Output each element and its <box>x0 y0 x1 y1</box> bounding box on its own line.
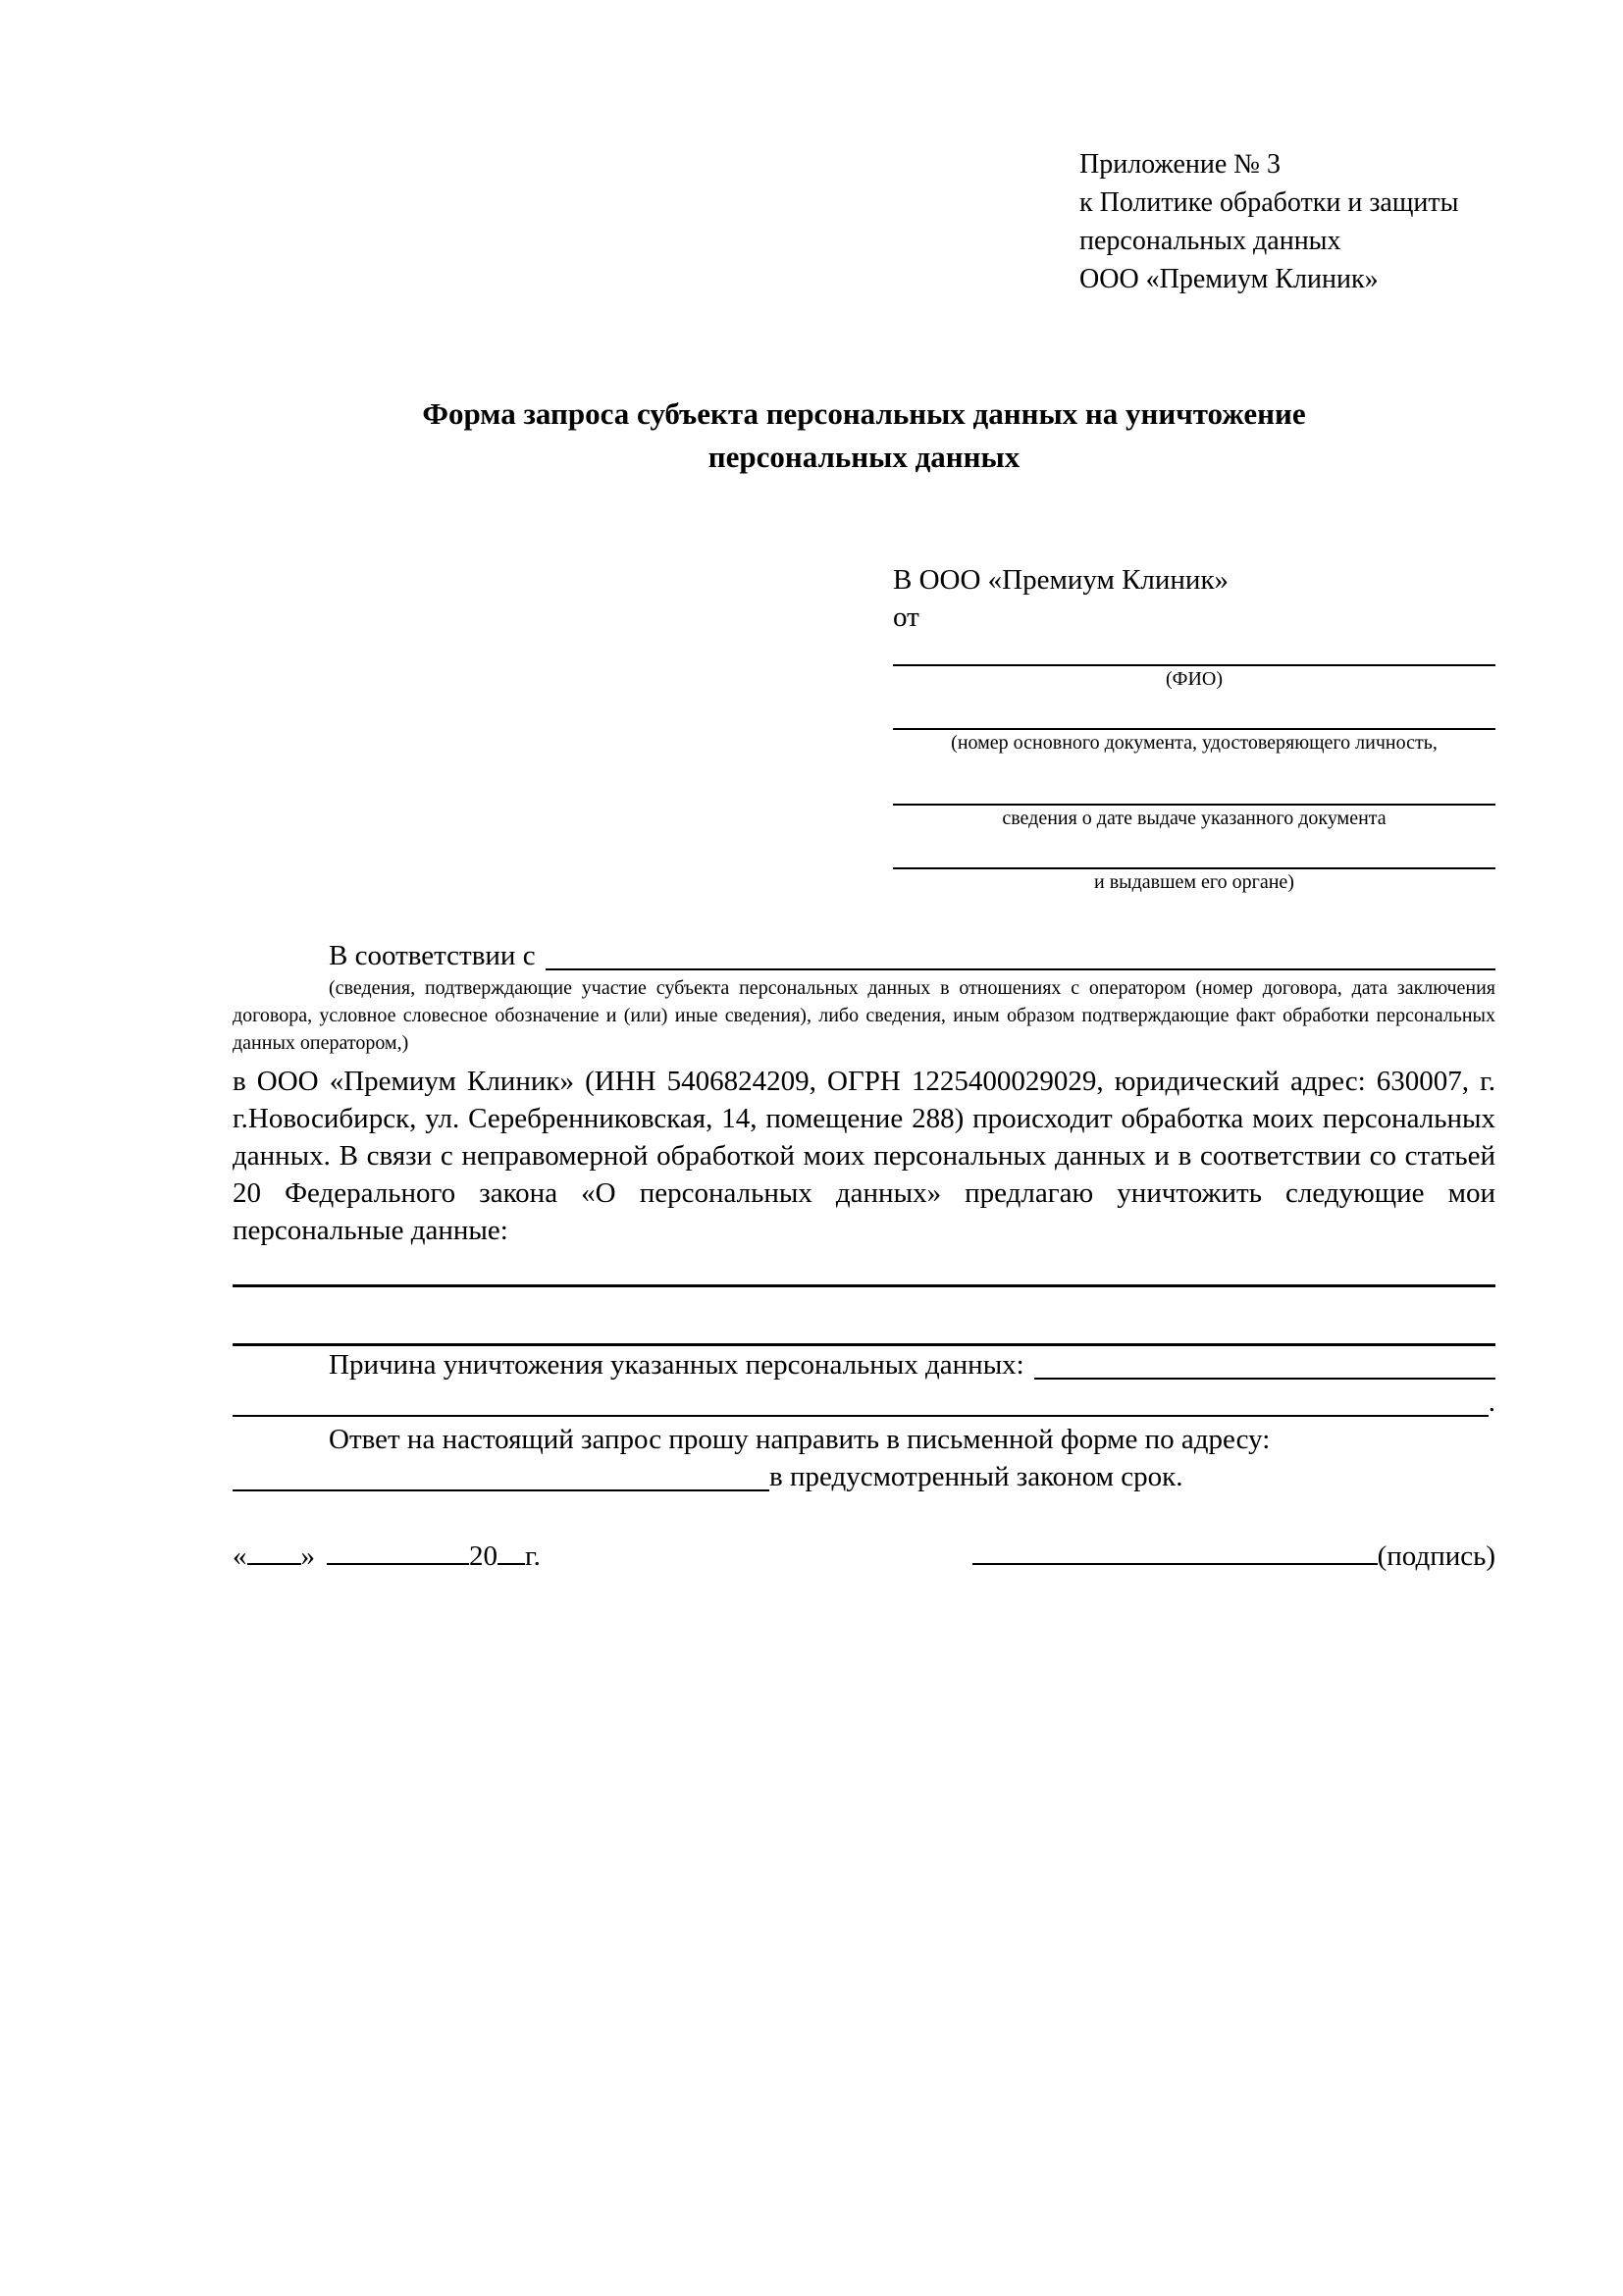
response-address-line <box>233 1458 1495 1495</box>
appendix-header <box>1079 145 1495 298</box>
personal-data-blank-field-2 <box>233 1287 1495 1346</box>
issue-date-blank-field <box>893 756 1495 806</box>
issuer-blank-field <box>893 831 1495 869</box>
fio-blank-field <box>893 636 1495 666</box>
date-quote-close: » <box>300 1540 315 1572</box>
reason-period: . <box>1488 1386 1495 1418</box>
personal-data-blank-field-1 <box>233 1249 1495 1287</box>
addressee-org-line: В ООО «Премиум Клиник» <box>893 564 1230 596</box>
reason-blank-field <box>1034 1346 1495 1380</box>
identity-doc-caption: (номер основного документа, удостоверяющего личность, <box>951 732 1438 754</box>
appendix-header-line: персональных данных <box>1079 226 1341 256</box>
signature-caption: (подпись) <box>1377 1540 1495 1572</box>
reason-label: Причина уничтожения указанных персональных данных: <box>329 1349 1024 1381</box>
appendix-header-line: ООО «Премиум Клиник» <box>1079 264 1379 294</box>
appendix-header-line: к Политике обработки и защиты <box>1079 187 1459 218</box>
reason-line <box>233 1346 1495 1383</box>
accordance-blank-field <box>546 937 1495 970</box>
date-line <box>233 1538 541 1575</box>
response-tail: в предусмотренный законом срок. <box>769 1461 1183 1492</box>
issue-date-caption: сведения о дате выдаче указанного документа <box>1002 808 1387 829</box>
appendix-header-line: Приложение № 3 <box>1079 149 1281 180</box>
addressee-from-label: от <box>893 601 919 633</box>
reason-continuation-blank-field <box>233 1383 1489 1417</box>
main-paragraph: в ООО «Премиум Клиник» (ИНН 5406824209, ОГРН 1225400029029, юридический адрес: 630007, г. г.Новосибирск, ул. Серебренниковская, 14, помещение 288) происходит обработка моих персональных данных. В связи с неправомерной обработкой моих персональных данных и в соответствии со статьей 20 Федерального закона «О персональных данных» предлагаю уничтожить следующие мои персональные данные: <box>233 1066 1495 1246</box>
date-quote-open: « <box>233 1540 247 1572</box>
issuer-caption: и выдавшем его органе) <box>1094 871 1294 893</box>
signature-blank-field <box>972 1561 1378 1565</box>
day-blank-field <box>247 1561 301 1565</box>
year-prefix: 20 <box>469 1540 497 1572</box>
addressee-block <box>893 561 1495 895</box>
year-blank-field <box>497 1561 525 1565</box>
reason-continuation-line <box>233 1383 1495 1421</box>
date-signature-row <box>233 1538 1495 1575</box>
identity-doc-blank-field <box>893 692 1495 730</box>
month-blank-field <box>327 1561 469 1565</box>
fio-caption: (ФИО) <box>1165 668 1223 690</box>
accordance-prefix: В соответствии с <box>329 940 536 971</box>
address-blank-field <box>233 1458 769 1491</box>
document-title-line: Форма запроса субъекта персональных данных на уничтожение <box>422 396 1306 431</box>
year-suffix: г. <box>525 1540 541 1572</box>
response-paragraph: Ответ на настоящий запрос прошу направить в письменной форме по адресу: <box>329 1424 1271 1455</box>
document-title <box>233 392 1495 479</box>
accordance-caption: (сведения, подтверждающие участие субъекта персональных данных в отношениях с оператором (номер договора, дата заключения договора, условное словесное обозначение и (или) иные сведения), либо сведения, иным образом подтверждающие факт обработки персональных данных оператором,) <box>233 977 1495 1054</box>
document-title-line: персональных данных <box>707 440 1021 474</box>
signature-line <box>972 1538 1495 1575</box>
accordance-line <box>233 937 1495 974</box>
